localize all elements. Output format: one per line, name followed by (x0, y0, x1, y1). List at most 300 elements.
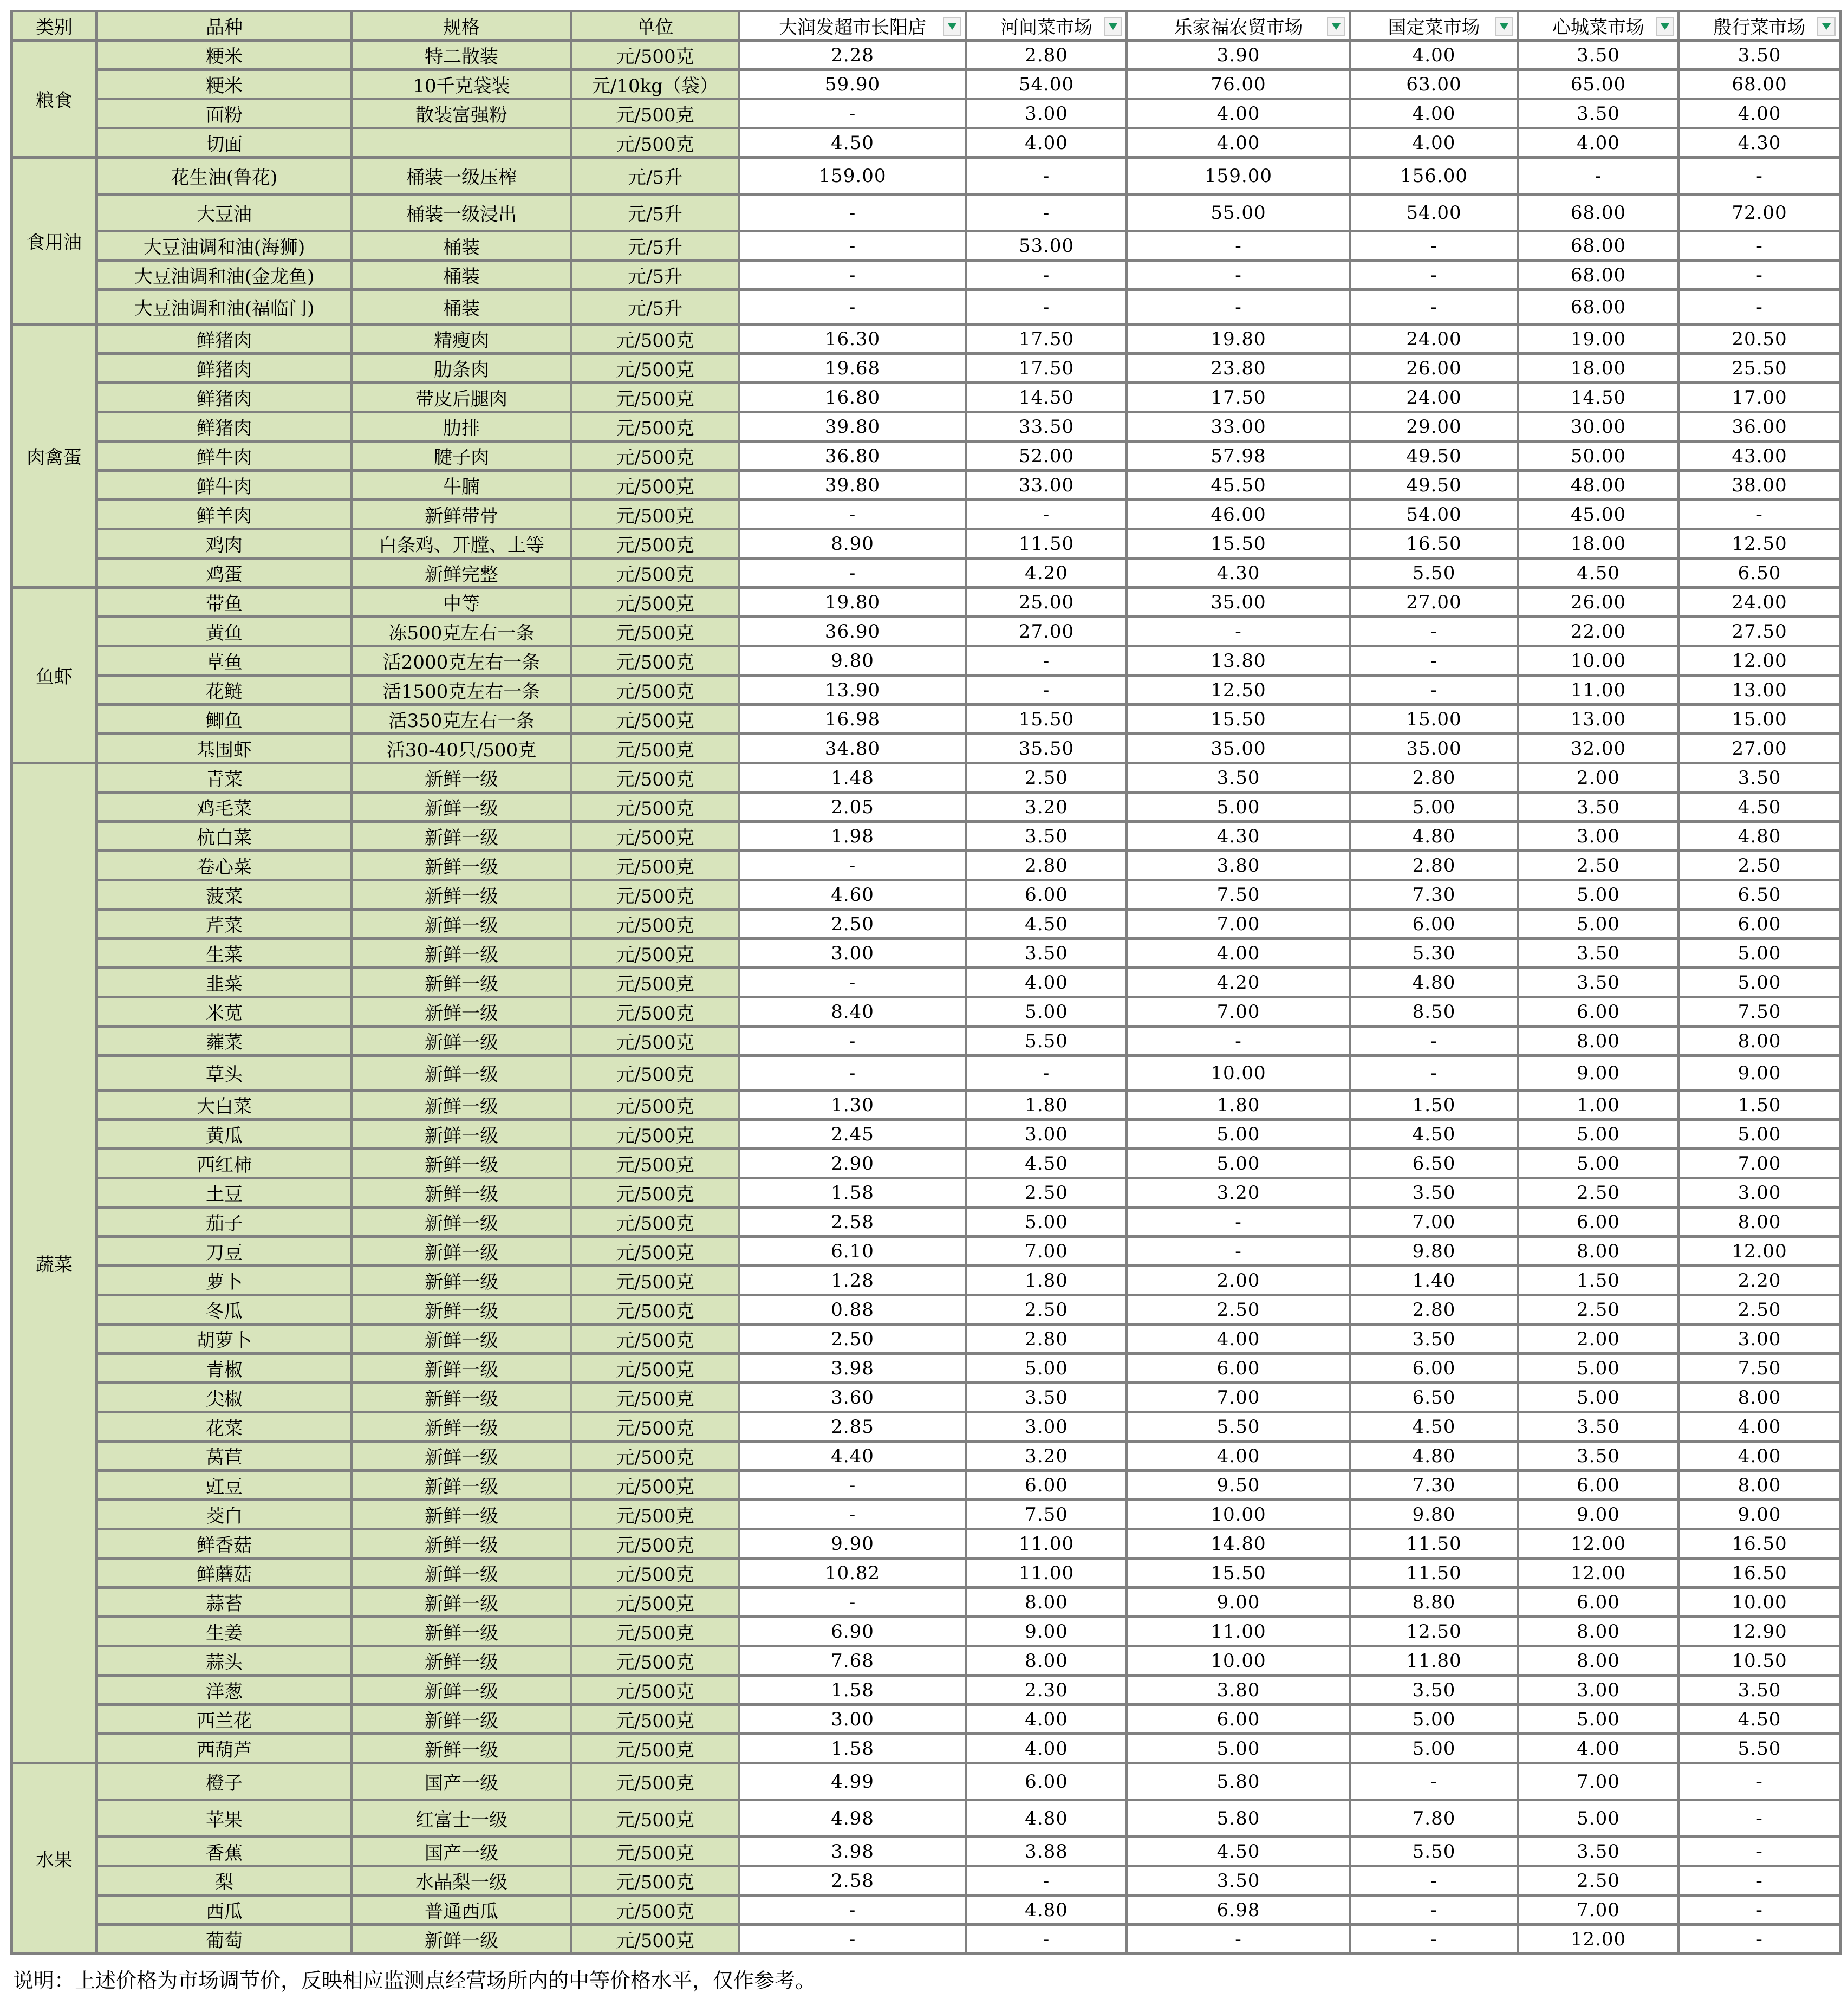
price-cell[interactable]: 2.50 (739, 910, 966, 939)
price-cell[interactable]: 36.80 (739, 442, 966, 471)
price-cell[interactable]: 3.80 (1127, 1676, 1350, 1705)
price-cell[interactable]: 12.90 (1679, 1617, 1840, 1646)
price-cell[interactable]: 15.00 (1679, 705, 1840, 734)
price-cell[interactable]: - (966, 500, 1127, 529)
price-cell[interactable]: 22.00 (1518, 617, 1679, 646)
price-cell[interactable]: 10.00 (1127, 1646, 1350, 1676)
price-cell[interactable]: 48.00 (1518, 471, 1679, 500)
price-cell[interactable]: - (739, 1896, 966, 1925)
dropdown-filter-icon[interactable] (943, 17, 961, 36)
price-cell[interactable]: 8.00 (1679, 1471, 1840, 1500)
price-cell[interactable]: 8.00 (966, 1646, 1127, 1676)
price-cell[interactable]: 5.00 (1127, 793, 1350, 822)
price-cell[interactable]: 5.50 (966, 1027, 1127, 1056)
price-cell[interactable]: 1.80 (966, 1266, 1127, 1295)
price-cell[interactable]: 2.28 (739, 41, 966, 70)
price-cell[interactable]: 9.00 (1127, 1588, 1350, 1617)
price-cell[interactable]: 49.50 (1350, 471, 1518, 500)
price-cell[interactable]: - (1350, 1925, 1518, 1954)
price-cell[interactable]: 8.00 (1518, 1027, 1679, 1056)
price-cell[interactable]: 5.00 (1518, 1800, 1679, 1837)
price-cell[interactable]: 19.00 (1518, 324, 1679, 354)
price-cell[interactable]: 3.50 (1518, 1412, 1679, 1442)
price-cell[interactable]: 49.50 (1350, 442, 1518, 471)
price-cell[interactable]: 7.00 (1518, 1763, 1679, 1800)
price-cell[interactable]: 65.00 (1518, 70, 1679, 99)
price-cell[interactable]: 8.90 (739, 529, 966, 559)
price-cell[interactable]: 5.00 (1518, 910, 1679, 939)
price-cell[interactable]: 12.00 (1518, 1559, 1679, 1588)
price-cell[interactable]: 3.90 (1127, 41, 1350, 70)
price-cell[interactable]: 6.00 (1127, 1705, 1350, 1734)
price-cell[interactable]: 10.82 (739, 1559, 966, 1588)
price-cell[interactable]: 3.20 (1127, 1178, 1350, 1208)
price-cell[interactable]: 9.00 (1518, 1500, 1679, 1529)
price-cell[interactable]: 3.00 (1679, 1178, 1840, 1208)
price-cell[interactable]: 68.00 (1518, 231, 1679, 261)
price-cell[interactable]: 2.50 (739, 1325, 966, 1354)
price-cell[interactable]: 5.00 (1127, 1149, 1350, 1178)
price-cell[interactable]: 1.48 (739, 763, 966, 793)
price-cell[interactable]: 55.00 (1127, 194, 1350, 231)
price-cell[interactable]: 3.50 (1518, 1442, 1679, 1471)
price-cell[interactable]: 12.50 (1127, 676, 1350, 705)
price-cell[interactable]: 5.00 (1350, 793, 1518, 822)
price-cell[interactable]: - (1127, 261, 1350, 290)
price-cell[interactable]: 52.00 (966, 442, 1127, 471)
price-cell[interactable]: 20.50 (1679, 324, 1840, 354)
price-cell[interactable]: - (1127, 617, 1350, 646)
price-cell[interactable]: 3.00 (966, 1412, 1127, 1442)
price-cell[interactable]: - (1127, 1027, 1350, 1056)
price-cell[interactable]: - (739, 1925, 966, 1954)
price-cell[interactable]: 7.00 (1127, 910, 1350, 939)
price-cell[interactable]: 9.00 (1679, 1056, 1840, 1091)
price-cell[interactable]: 53.00 (966, 231, 1127, 261)
price-cell[interactable]: 33.00 (1127, 412, 1350, 442)
price-cell[interactable]: - (1350, 261, 1518, 290)
price-cell[interactable]: 7.50 (1679, 997, 1840, 1027)
price-cell[interactable]: 7.50 (1679, 1354, 1840, 1383)
price-cell[interactable]: 3.50 (966, 939, 1127, 968)
price-cell[interactable]: 2.50 (1679, 851, 1840, 880)
price-cell[interactable]: 6.10 (739, 1237, 966, 1266)
price-cell[interactable]: 5.50 (1350, 559, 1518, 588)
price-cell[interactable]: 5.00 (1679, 968, 1840, 997)
price-cell[interactable]: 9.00 (1679, 1500, 1840, 1529)
price-cell[interactable]: 6.00 (966, 1763, 1127, 1800)
price-cell[interactable]: 3.00 (739, 939, 966, 968)
price-cell[interactable]: 59.90 (739, 70, 966, 99)
price-cell[interactable]: 9.50 (1127, 1471, 1350, 1500)
price-cell[interactable]: 6.00 (1518, 1471, 1679, 1500)
price-cell[interactable]: 4.00 (966, 1705, 1127, 1734)
price-cell[interactable]: 8.00 (1679, 1383, 1840, 1412)
price-cell[interactable]: 6.50 (1350, 1383, 1518, 1412)
price-cell[interactable]: 5.50 (1350, 1837, 1518, 1866)
price-cell[interactable]: 2.50 (1518, 1295, 1679, 1325)
price-cell[interactable]: 17.50 (966, 354, 1127, 383)
price-cell[interactable]: 2.50 (1518, 1178, 1679, 1208)
price-cell[interactable]: 5.80 (1127, 1800, 1350, 1837)
price-cell[interactable]: 1.80 (1127, 1091, 1350, 1120)
price-cell[interactable]: 15.50 (1127, 1559, 1350, 1588)
price-cell[interactable]: - (739, 194, 966, 231)
price-cell[interactable]: 7.68 (739, 1646, 966, 1676)
price-cell[interactable]: - (1350, 676, 1518, 705)
price-cell[interactable]: 23.80 (1127, 354, 1350, 383)
price-cell[interactable]: 15.50 (966, 705, 1127, 734)
price-cell[interactable]: 13.00 (1518, 705, 1679, 734)
price-cell[interactable]: 2.00 (1127, 1266, 1350, 1295)
price-cell[interactable]: 8.00 (966, 1588, 1127, 1617)
price-cell[interactable]: 4.20 (966, 559, 1127, 588)
price-cell[interactable]: 2.50 (1518, 851, 1679, 880)
price-cell[interactable]: - (966, 261, 1127, 290)
price-cell[interactable]: 9.80 (1350, 1500, 1518, 1529)
price-cell[interactable]: 11.50 (966, 529, 1127, 559)
price-cell[interactable]: 68.00 (1518, 194, 1679, 231)
price-cell[interactable]: - (1679, 1896, 1840, 1925)
price-cell[interactable]: 36.90 (739, 617, 966, 646)
price-cell[interactable]: 13.80 (1127, 646, 1350, 676)
price-cell[interactable]: 35.00 (1127, 734, 1350, 763)
price-cell[interactable]: 8.40 (739, 997, 966, 1027)
price-cell[interactable]: 6.50 (1679, 559, 1840, 588)
price-cell[interactable]: 5.00 (966, 1354, 1127, 1383)
price-cell[interactable]: 4.00 (1127, 1325, 1350, 1354)
price-cell[interactable]: 4.00 (966, 1734, 1127, 1763)
price-cell[interactable]: 6.00 (1518, 997, 1679, 1027)
price-cell[interactable]: 11.00 (966, 1559, 1127, 1588)
price-cell[interactable]: - (1127, 231, 1350, 261)
price-cell[interactable]: - (1679, 1837, 1840, 1866)
price-cell[interactable]: 1.50 (1679, 1091, 1840, 1120)
price-cell[interactable]: 2.58 (739, 1866, 966, 1896)
price-cell[interactable]: 45.00 (1518, 500, 1679, 529)
price-cell[interactable]: 4.00 (1127, 1442, 1350, 1471)
price-cell[interactable]: - (966, 1056, 1127, 1091)
price-cell[interactable]: 38.00 (1679, 471, 1840, 500)
price-cell[interactable]: - (966, 1866, 1127, 1896)
price-cell[interactable]: 4.30 (1679, 128, 1840, 158)
price-cell[interactable]: 5.00 (1518, 1383, 1679, 1412)
price-cell[interactable]: 3.50 (1518, 939, 1679, 968)
price-cell[interactable]: - (1350, 1866, 1518, 1896)
price-cell[interactable]: 4.00 (1350, 41, 1518, 70)
price-cell[interactable]: 6.90 (739, 1617, 966, 1646)
price-cell[interactable]: 30.00 (1518, 412, 1679, 442)
price-cell[interactable]: 4.00 (1127, 939, 1350, 968)
price-cell[interactable]: 7.50 (1127, 880, 1350, 910)
price-cell[interactable]: 4.80 (1679, 822, 1840, 851)
price-cell[interactable]: 2.50 (1679, 1295, 1840, 1325)
price-cell[interactable]: 5.00 (1518, 1149, 1679, 1178)
price-cell[interactable]: 3.50 (1518, 41, 1679, 70)
price-cell[interactable]: 2.00 (1518, 763, 1679, 793)
price-cell[interactable]: 6.00 (1350, 910, 1518, 939)
price-cell[interactable]: 4.30 (1127, 559, 1350, 588)
price-cell[interactable]: 3.20 (966, 1442, 1127, 1471)
price-cell[interactable]: 2.85 (739, 1412, 966, 1442)
price-cell[interactable]: - (739, 851, 966, 880)
price-cell[interactable]: 3.00 (1518, 822, 1679, 851)
price-cell[interactable]: 9.80 (739, 646, 966, 676)
price-cell[interactable]: 11.00 (1518, 676, 1679, 705)
price-cell[interactable]: - (739, 500, 966, 529)
price-cell[interactable]: 3.50 (1679, 1676, 1840, 1705)
price-cell[interactable]: 159.00 (739, 158, 966, 194)
price-cell[interactable]: 4.80 (1350, 968, 1518, 997)
price-cell[interactable]: 4.80 (1350, 1442, 1518, 1471)
price-cell[interactable]: 5.00 (1518, 880, 1679, 910)
price-cell[interactable]: 5.00 (1127, 1120, 1350, 1149)
price-cell[interactable]: 3.50 (1518, 99, 1679, 128)
price-cell[interactable]: 4.60 (739, 880, 966, 910)
price-cell[interactable]: 3.50 (1518, 1837, 1679, 1866)
price-cell[interactable]: 3.20 (966, 793, 1127, 822)
price-cell[interactable]: 10.00 (1679, 1588, 1840, 1617)
price-cell[interactable]: 35.00 (1127, 588, 1350, 617)
price-cell[interactable]: - (1350, 231, 1518, 261)
price-cell[interactable]: - (1679, 1800, 1840, 1837)
price-cell[interactable]: 27.00 (966, 617, 1127, 646)
price-cell[interactable]: 10.50 (1679, 1646, 1840, 1676)
price-cell[interactable]: 4.40 (739, 1442, 966, 1471)
price-cell[interactable]: 2.45 (739, 1120, 966, 1149)
price-cell[interactable]: - (1127, 1925, 1350, 1954)
price-cell[interactable]: - (1679, 500, 1840, 529)
price-cell[interactable]: 7.30 (1350, 880, 1518, 910)
price-cell[interactable]: 11.80 (1350, 1646, 1518, 1676)
price-cell[interactable]: 1.58 (739, 1178, 966, 1208)
price-cell[interactable]: 15.50 (1127, 529, 1350, 559)
price-cell[interactable]: 7.00 (1127, 1383, 1350, 1412)
price-cell[interactable]: 17.50 (966, 324, 1127, 354)
price-cell[interactable]: 3.50 (1679, 41, 1840, 70)
price-cell[interactable]: - (1350, 290, 1518, 324)
price-cell[interactable]: 156.00 (1350, 158, 1518, 194)
price-cell[interactable]: 4.00 (1127, 99, 1350, 128)
price-cell[interactable]: 3.98 (739, 1837, 966, 1866)
dropdown-filter-icon[interactable] (1656, 17, 1674, 36)
price-cell[interactable]: 3.50 (1127, 763, 1350, 793)
price-cell[interactable]: 4.00 (966, 128, 1127, 158)
price-cell[interactable]: 6.50 (1350, 1149, 1518, 1178)
price-cell[interactable]: 14.80 (1127, 1529, 1350, 1559)
price-cell[interactable]: 16.80 (739, 383, 966, 412)
price-cell[interactable]: 2.80 (966, 41, 1127, 70)
price-cell[interactable]: 50.00 (1518, 442, 1679, 471)
price-cell[interactable]: 12.00 (1679, 1237, 1840, 1266)
price-cell[interactable]: 25.00 (966, 588, 1127, 617)
price-cell[interactable]: 6.00 (1518, 1588, 1679, 1617)
price-cell[interactable]: 27.00 (1679, 734, 1840, 763)
price-cell[interactable]: 43.00 (1679, 442, 1840, 471)
price-cell[interactable]: 3.00 (966, 99, 1127, 128)
price-cell[interactable]: 7.50 (966, 1500, 1127, 1529)
price-cell[interactable]: 4.99 (739, 1763, 966, 1800)
price-cell[interactable]: - (1350, 1027, 1518, 1056)
price-cell[interactable]: 54.00 (1350, 500, 1518, 529)
price-cell[interactable]: 6.00 (1350, 1354, 1518, 1383)
price-cell[interactable]: 46.00 (1127, 500, 1350, 529)
price-cell[interactable]: - (1350, 1896, 1518, 1925)
price-cell[interactable]: 4.50 (1350, 1412, 1518, 1442)
price-cell[interactable]: 54.00 (966, 70, 1127, 99)
price-cell[interactable]: 7.00 (1127, 997, 1350, 1027)
price-cell[interactable]: 17.00 (1679, 383, 1840, 412)
price-cell[interactable]: 1.58 (739, 1734, 966, 1763)
price-cell[interactable]: - (1679, 231, 1840, 261)
price-cell[interactable]: - (739, 1471, 966, 1500)
price-cell[interactable]: 35.00 (1350, 734, 1518, 763)
price-cell[interactable]: - (1350, 1763, 1518, 1800)
price-cell[interactable]: 35.50 (966, 734, 1127, 763)
price-cell[interactable]: 12.00 (1679, 646, 1840, 676)
price-cell[interactable]: 45.50 (1127, 471, 1350, 500)
price-cell[interactable]: 6.00 (1679, 910, 1840, 939)
price-cell[interactable]: 6.00 (1127, 1354, 1350, 1383)
price-cell[interactable]: 11.00 (966, 1529, 1127, 1559)
price-cell[interactable]: - (739, 968, 966, 997)
price-cell[interactable]: 54.00 (1350, 194, 1518, 231)
price-cell[interactable]: 12.00 (1518, 1925, 1679, 1954)
price-cell[interactable]: 4.98 (739, 1800, 966, 1837)
price-cell[interactable]: 10.00 (1518, 646, 1679, 676)
price-cell[interactable]: 8.00 (1679, 1027, 1840, 1056)
price-cell[interactable]: 16.50 (1679, 1529, 1840, 1559)
price-cell[interactable]: 15.00 (1350, 705, 1518, 734)
price-cell[interactable]: 27.50 (1679, 617, 1840, 646)
price-cell[interactable]: 3.00 (966, 1120, 1127, 1149)
price-cell[interactable]: 32.00 (1518, 734, 1679, 763)
price-cell[interactable]: - (1350, 646, 1518, 676)
price-cell[interactable]: 1.50 (1350, 1091, 1518, 1120)
price-cell[interactable]: 19.68 (739, 354, 966, 383)
price-cell[interactable]: - (966, 290, 1127, 324)
dropdown-filter-icon[interactable] (1327, 17, 1345, 36)
price-cell[interactable]: 2.90 (739, 1149, 966, 1178)
price-cell[interactable]: 5.00 (966, 1208, 1127, 1237)
price-cell[interactable]: 6.00 (1518, 1208, 1679, 1237)
price-cell[interactable]: 2.50 (966, 1295, 1127, 1325)
price-cell[interactable]: 5.00 (1127, 1734, 1350, 1763)
price-cell[interactable]: 34.80 (739, 734, 966, 763)
price-cell[interactable]: 1.28 (739, 1266, 966, 1295)
price-cell[interactable]: - (1518, 158, 1679, 194)
price-cell[interactable]: - (1127, 290, 1350, 324)
price-cell[interactable]: 3.50 (966, 822, 1127, 851)
price-cell[interactable]: 5.80 (1127, 1763, 1350, 1800)
price-cell[interactable]: - (966, 158, 1127, 194)
price-cell[interactable]: 11.00 (1127, 1617, 1350, 1646)
price-cell[interactable]: 29.00 (1350, 412, 1518, 442)
price-cell[interactable]: 8.00 (1518, 1237, 1679, 1266)
price-cell[interactable]: - (739, 231, 966, 261)
price-cell[interactable]: 1.30 (739, 1091, 966, 1120)
price-cell[interactable]: 4.50 (966, 910, 1127, 939)
price-cell[interactable]: 2.30 (966, 1676, 1127, 1705)
price-cell[interactable]: 3.50 (966, 1383, 1127, 1412)
price-cell[interactable]: 9.80 (1350, 1237, 1518, 1266)
price-cell[interactable]: 15.50 (1127, 705, 1350, 734)
price-cell[interactable]: 25.50 (1679, 354, 1840, 383)
price-cell[interactable]: 2.50 (966, 1178, 1127, 1208)
price-cell[interactable]: - (1679, 290, 1840, 324)
price-cell[interactable]: 2.80 (1350, 1295, 1518, 1325)
price-cell[interactable]: - (966, 676, 1127, 705)
price-cell[interactable]: 4.50 (966, 1149, 1127, 1178)
price-cell[interactable]: 2.80 (966, 1325, 1127, 1354)
price-cell[interactable]: 4.00 (1518, 128, 1679, 158)
price-cell[interactable]: 7.00 (1679, 1149, 1840, 1178)
price-cell[interactable]: 16.30 (739, 324, 966, 354)
price-cell[interactable]: 33.50 (966, 412, 1127, 442)
price-cell[interactable]: 39.80 (739, 412, 966, 442)
price-cell[interactable]: - (1679, 1925, 1840, 1954)
price-cell[interactable]: 13.00 (1679, 676, 1840, 705)
price-cell[interactable]: - (739, 290, 966, 324)
price-cell[interactable]: 6.50 (1679, 880, 1840, 910)
price-cell[interactable]: 14.50 (1518, 383, 1679, 412)
price-cell[interactable]: 1.98 (739, 822, 966, 851)
price-cell[interactable]: 3.00 (1679, 1325, 1840, 1354)
price-cell[interactable]: 72.00 (1679, 194, 1840, 231)
price-cell[interactable]: 76.00 (1127, 70, 1350, 99)
price-cell[interactable]: 4.00 (1679, 1412, 1840, 1442)
price-cell[interactable]: 12.50 (1350, 1617, 1518, 1646)
price-cell[interactable]: 1.40 (1350, 1266, 1518, 1295)
price-cell[interactable]: 1.00 (1518, 1091, 1679, 1120)
price-cell[interactable]: - (739, 1500, 966, 1529)
price-cell[interactable]: 5.00 (1350, 1734, 1518, 1763)
price-cell[interactable]: 3.00 (739, 1705, 966, 1734)
price-cell[interactable]: 3.50 (1679, 763, 1840, 793)
price-cell[interactable]: 4.00 (1518, 1734, 1679, 1763)
price-cell[interactable]: 4.50 (739, 128, 966, 158)
price-cell[interactable]: 68.00 (1518, 290, 1679, 324)
price-cell[interactable]: 24.00 (1679, 588, 1840, 617)
price-cell[interactable]: 10.00 (1127, 1056, 1350, 1091)
price-cell[interactable]: 2.80 (966, 851, 1127, 880)
price-cell[interactable]: - (1679, 261, 1840, 290)
price-cell[interactable]: 5.00 (1350, 1705, 1518, 1734)
price-cell[interactable]: 36.00 (1679, 412, 1840, 442)
price-cell[interactable]: 27.00 (1350, 588, 1518, 617)
price-cell[interactable]: 3.98 (739, 1354, 966, 1383)
price-cell[interactable]: - (1350, 1056, 1518, 1091)
price-cell[interactable]: 4.00 (1679, 1442, 1840, 1471)
price-cell[interactable]: 26.00 (1350, 354, 1518, 383)
price-cell[interactable]: 159.00 (1127, 158, 1350, 194)
price-cell[interactable]: 7.00 (1350, 1208, 1518, 1237)
price-cell[interactable]: 68.00 (1679, 70, 1840, 99)
price-cell[interactable]: 4.80 (966, 1896, 1127, 1925)
price-cell[interactable]: 8.00 (1518, 1617, 1679, 1646)
price-cell[interactable]: 5.50 (1679, 1734, 1840, 1763)
price-cell[interactable]: - (739, 261, 966, 290)
price-cell[interactable]: - (739, 1027, 966, 1056)
price-cell[interactable]: - (739, 1588, 966, 1617)
price-cell[interactable]: 11.50 (1350, 1559, 1518, 1588)
price-cell[interactable]: 4.00 (1679, 99, 1840, 128)
price-cell[interactable]: 39.80 (739, 471, 966, 500)
price-cell[interactable]: 2.50 (1518, 1866, 1679, 1896)
price-cell[interactable]: 3.60 (739, 1383, 966, 1412)
price-cell[interactable]: 6.98 (1127, 1896, 1350, 1925)
price-cell[interactable]: 4.00 (1350, 128, 1518, 158)
